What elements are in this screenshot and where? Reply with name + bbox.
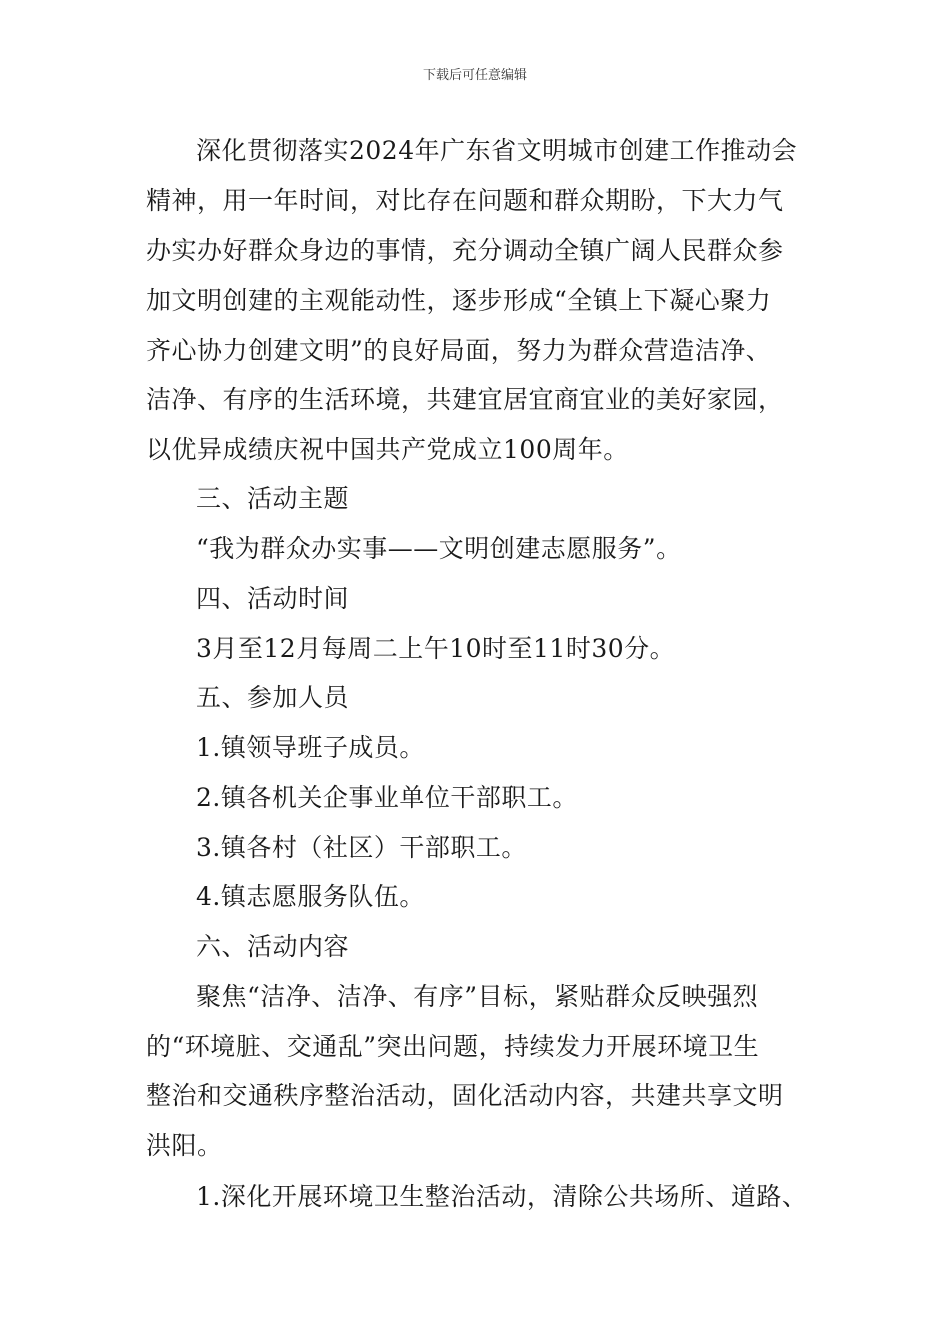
text-line: 洁净、有序的生活环境，共建宜居宜商宜业的美好家园， <box>146 385 784 414</box>
text-line: 精神，用一年时间，对比存在问题和群众期盼，下大力气 <box>146 186 784 215</box>
page-header: 下载后可任意编辑 <box>422 68 527 83</box>
section-heading: 五、参加人员 <box>196 683 350 712</box>
text-line: 加文明创建的主观能动性，逐步形成“全镇上下凝心聚力 <box>146 286 772 315</box>
text-line: 整治和交通秩序整治活动，固化活动内容，共建共享文明 <box>146 1081 784 1110</box>
text-line: 以优异成绩庆祝中国共产党成立100周年。 <box>146 435 629 464</box>
list-item: 1.深化开展环境卫生整治活动，清除公共场所、道路、 <box>196 1182 808 1211</box>
text-line: 的“环境脏、交通乱”突出问题，持续发力开展环境卫生 <box>146 1032 760 1061</box>
section-heading: 三、活动主题 <box>196 484 350 513</box>
list-item: 2.镇各机关企事业单位干部职工。 <box>196 783 578 812</box>
text-line: 洪阳。 <box>146 1131 223 1160</box>
text-line: 办实办好群众身边的事情，充分调动全镇广阔人民群众参 <box>146 236 784 265</box>
list-item: 4.镇志愿服务队伍。 <box>196 882 425 911</box>
text-line: 深化贯彻落实2024年广东省文明城市创建工作推动会 <box>196 136 798 165</box>
text-line: 齐心协力创建文明”的良好局面，努力为群众营造洁净、 <box>146 336 772 365</box>
section-heading: 四、活动时间 <box>196 584 350 613</box>
section-heading: 六、活动内容 <box>196 932 350 961</box>
list-item: 1.镇领导班子成员。 <box>196 733 425 762</box>
list-item: 3.镇各村（社区）干部职工。 <box>196 833 527 862</box>
text-line: “我为群众办实事——文明创建志愿服务”。 <box>196 534 682 563</box>
text-line: 3月至12月每周二上午10时至11时30分。 <box>196 634 676 663</box>
text-line: 聚焦“洁净、洁净、有序”目标，紧贴群众反映强烈 <box>196 982 759 1011</box>
